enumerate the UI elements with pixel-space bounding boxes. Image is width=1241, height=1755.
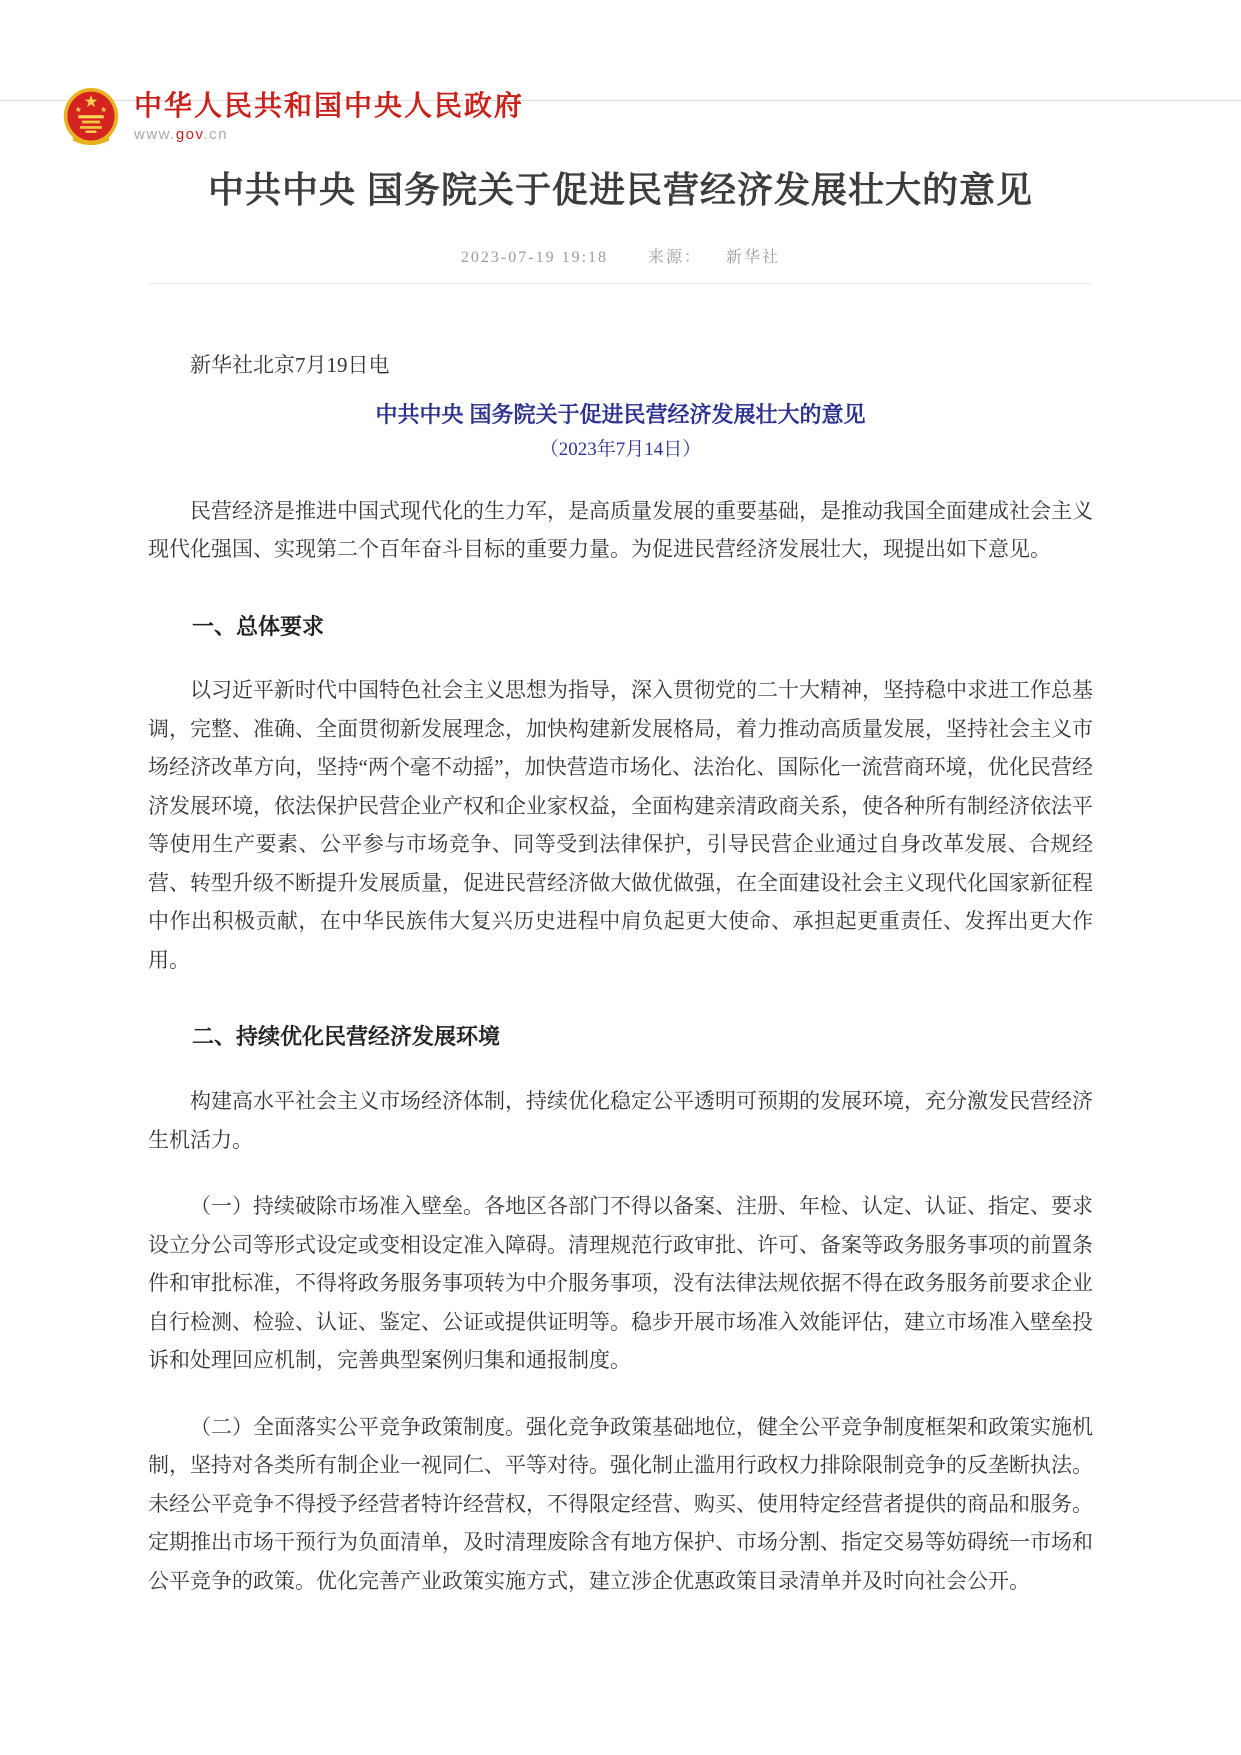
url-mid: gov <box>175 125 204 143</box>
brand-text <box>134 91 524 143</box>
svg-text:★: ★ <box>75 106 82 114</box>
paragraph-intro: 民营经济是推进中国式现代化的生力军，是高质量发展的重要基础，是推动我国全面建成社会主义现代化强国、实现第二个百年奋斗目标的重要力量。为促进民营经济发展壮大，现提出如下意见。 <box>148 498 1093 562</box>
source-label: 来源： <box>648 248 703 266</box>
document-date: （2023年7月14日） <box>539 439 702 461</box>
byline: 新华社北京7月19日电 <box>190 352 390 377</box>
document-heading: 中共中央 国务院关于促进民营经济发展壮大的意见 <box>375 402 866 428</box>
url-suffix: .cn <box>203 125 228 143</box>
section-1-paragraph: 以习近平新时代中国特色社会主义思想为指导，深入贯彻党的二十大精神，坚持稳中求进工作总基调，完整、准确、全面贯彻新发展理念，加快构建新发展格局，着力推动高质量发展，坚持社会主义市场经济改革方向，坚持“两个毫不动摇”，加快营造市场化、法治化、国际化一流营商环境，优化民营经济发展环境，依法保护民营企业产权和企业家权益，全面构建亲清政商关系，使各种所有制经济依法平等使用生产要素、公平参与市场竞争、同等受到法律保护，引导民营企业通过自身改革发展、合规经营、转型升级不断提升发展质量，促进民营经济做大做优做强，在全面建设社会主义现代化国家新征程中作出积极贡献，在中华民族伟大复兴历史进程中肩负起更大使命、承担起更重责任、发挥出更大作用。 <box>148 678 1093 972</box>
section-2-paragraph: 构建高水平社会主义市场经济体制，持续优化稳定公平透明可预期的发展环境，充分激发民营经济生机活力。 <box>148 1089 1093 1152</box>
source-name: 新华社 <box>726 248 781 266</box>
article-body <box>148 346 1093 1600</box>
section-2-heading: 二、持续优化民营经济发展环境 <box>192 1024 501 1050</box>
article <box>148 167 1093 1600</box>
site-header <box>0 0 1241 143</box>
svg-text:★: ★ <box>84 94 98 110</box>
url-prefix: www. <box>134 125 176 143</box>
site-name[interactable]: 中华人民共和国中央人民政府 <box>134 90 525 122</box>
section-2-paragraph: （二）全面落实公平竞争政策制度。强化竞争政策基础地位，健全公平竞争制度框架和政策实施机制，坚持对各类所有制企业一视同仁、平等对待。强化制止滥用行政权力排除限制竞争的反垄断执法。未经公平竞争不得授予经营者特许经营权，不得限定经营、购买、使用特定经营者提供的商品和服务。定期推出市场干预行为负面清单，及时清理废除含有地方保护、市场分割、指定交易等妨碍统一市场和公平竞争的政策。优化完善产业政策实施方式，建立涉企优惠政策目录清单并及时向社会公开。 <box>148 1414 1093 1593</box>
national-emblem-icon <box>62 86 120 148</box>
article-title: 中共中央 国务院关于促进民营经济发展壮大的意见 <box>207 169 1033 210</box>
site-brand-link[interactable] <box>62 86 524 148</box>
article-meta <box>148 244 1093 267</box>
svg-text:★: ★ <box>100 106 107 114</box>
site-url[interactable] <box>134 126 524 143</box>
section-1-heading: 一、总体要求 <box>192 613 325 639</box>
section-2-paragraph: （一）持续破除市场准入壁垒。各地区各部门不得以备案、注册、年检、认定、认证、指定、要求设立分公司等形式设定或变相设定准入障碍。清理规范行政审批、许可、备案等政务服务事项的前置条件和审批标准，不得将政务服务事项转为中介服务事项，没有法律法规依据不得在政务服务前要求企业自行检测、检验、认证、鉴定、公证或提供证明等。稳步开展市场准入效能评估，建立市场准入壁垒投诉和处理回应机制，完善典型案例归集和通报制度。 <box>148 1194 1093 1373</box>
meta-divider <box>148 283 1093 284</box>
publish-time: 2023-07-19 19:18 <box>460 248 609 266</box>
